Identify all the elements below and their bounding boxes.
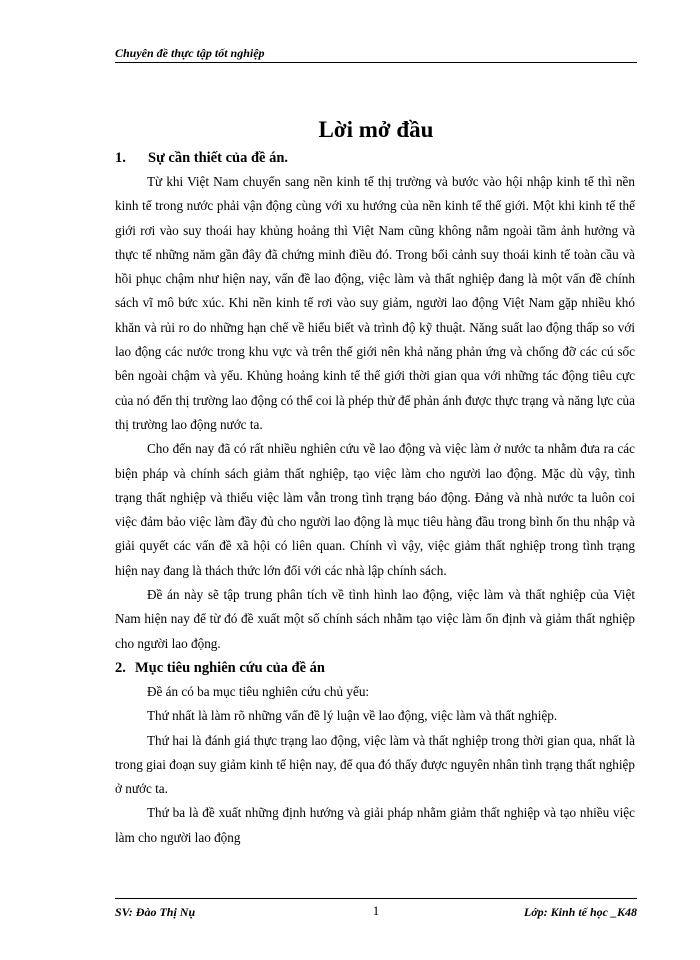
section-number: 2. <box>115 659 126 676</box>
section-objectives <box>115 656 635 850</box>
paragraph: Cho đến nay đã có rất nhiều nghiên cứu về lao động và việc làm ở nước ta nhằm đưa ra các biện pháp và chính sách giảm thất nghiệp, tạo việc làm cho người lao động. Mặc dù vậy, tình trạng thất nghiệp và thiếu việc làm vẫn trong tình trạng báo động. Đảng và nhà nước ta luôn coi việc đảm bảo việc làm đầy đủ cho người lao động là mục tiêu hàng đầu trong bình ổn thu nhập và giải quyết các vấn đề xã hội có liên quan. Chính vì vậy, việc giảm thất nghiệp trong tình trạng hiện nay đang là thách thức lớn đối với các nhà lập chính sách. <box>115 441 635 578</box>
document-body <box>115 146 635 850</box>
footer-student: SV: Đào Thị Nụ <box>115 905 196 919</box>
header-title: Chuyên đề thực tập tốt nghiệp <box>115 46 265 60</box>
page-header <box>115 44 637 63</box>
paragraph: Thứ nhất là làm rõ những vấn đề lý luận về lao động, việc làm và thất nghiệp. <box>147 708 558 724</box>
page-footer <box>115 898 637 921</box>
paragraph: Từ khi Việt Nam chuyển sang nền kinh tế thị trường và bước vào hội nhập kinh tế thì nền kinh tế trong nước phải vận động cùng với xu hướng của nền kinh tế thế giới. Một khi kinh tế thế giới rơi vào suy thoái hay khủng hoảng thì Việt Nam cũng không nằm ngoài tầm ảnh hưởng và thực tế những năm gần đây đã chứng minh điều đó. Trong bối cảnh suy thoái kinh tế toàn cầu và hồi phục chậm như hiện nay, vấn đề lao động, việc làm và thất nghiệp đang là một vấn đề chính sách vĩ mô bức xúc. Khi nền kinh tế rơi vào suy giảm, người lao động Việt Nam gặp nhiều khó khăn và rủi ro do những hạn chế về hiểu biết và trình độ kỹ thuật. Năng suất lao động thấp so với lao động các nước trong khu vực và trên thế giới nên khả năng phản ứng và chống đỡ các cú sốc bên ngoài chậm và yếu. Khủng hoảng kinh tế thế giới thời gian qua với những tác động tiêu cực của nó đến thị trường lao động có thể coi là phép thử để phản ánh được thực trạng và năng lực của thị trường lao động nước ta. <box>115 174 635 432</box>
section-heading <box>115 656 635 680</box>
section-number: 1. <box>115 150 126 166</box>
section-necessity <box>115 146 635 656</box>
footer-class: Lớp: Kinh tế học _K48 <box>523 905 637 919</box>
section-heading-text: Mục tiêu nghiên cứu của đề án <box>135 659 325 676</box>
section-heading-text: Sự cần thiết của đề án. <box>148 150 289 166</box>
paragraph: Thứ hai là đánh giá thực trạng lao động, việc làm và thất nghiệp trong thời gian qua, nhất là trong giai đoạn suy giảm kinh tế hiện nay, để qua đó thấy được nguyên nhân tình trạng thất nghiệp ở nước ta. <box>115 732 635 797</box>
paragraph: Đề án này sẽ tập trung phân tích về tình hình lao động, việc làm và thất nghiệp của Việt Nam hiện nay để từ đó đề xuất một số chính sách nhằm tạo việc làm ổn định và giảm thất nghiệp cho người lao động. <box>115 587 635 651</box>
section-heading <box>115 146 635 170</box>
page-number: 1 <box>372 903 380 918</box>
document-title: Lời mở đầu <box>318 117 434 142</box>
paragraph: Thứ ba là đề xuất những định hướng và giải pháp nhằm giảm thất nghiệp và tạo nhiều việc làm cho người lao động <box>115 805 635 845</box>
paragraph: Đề án có ba mục tiêu nghiên cứu chủ yếu: <box>147 683 370 699</box>
